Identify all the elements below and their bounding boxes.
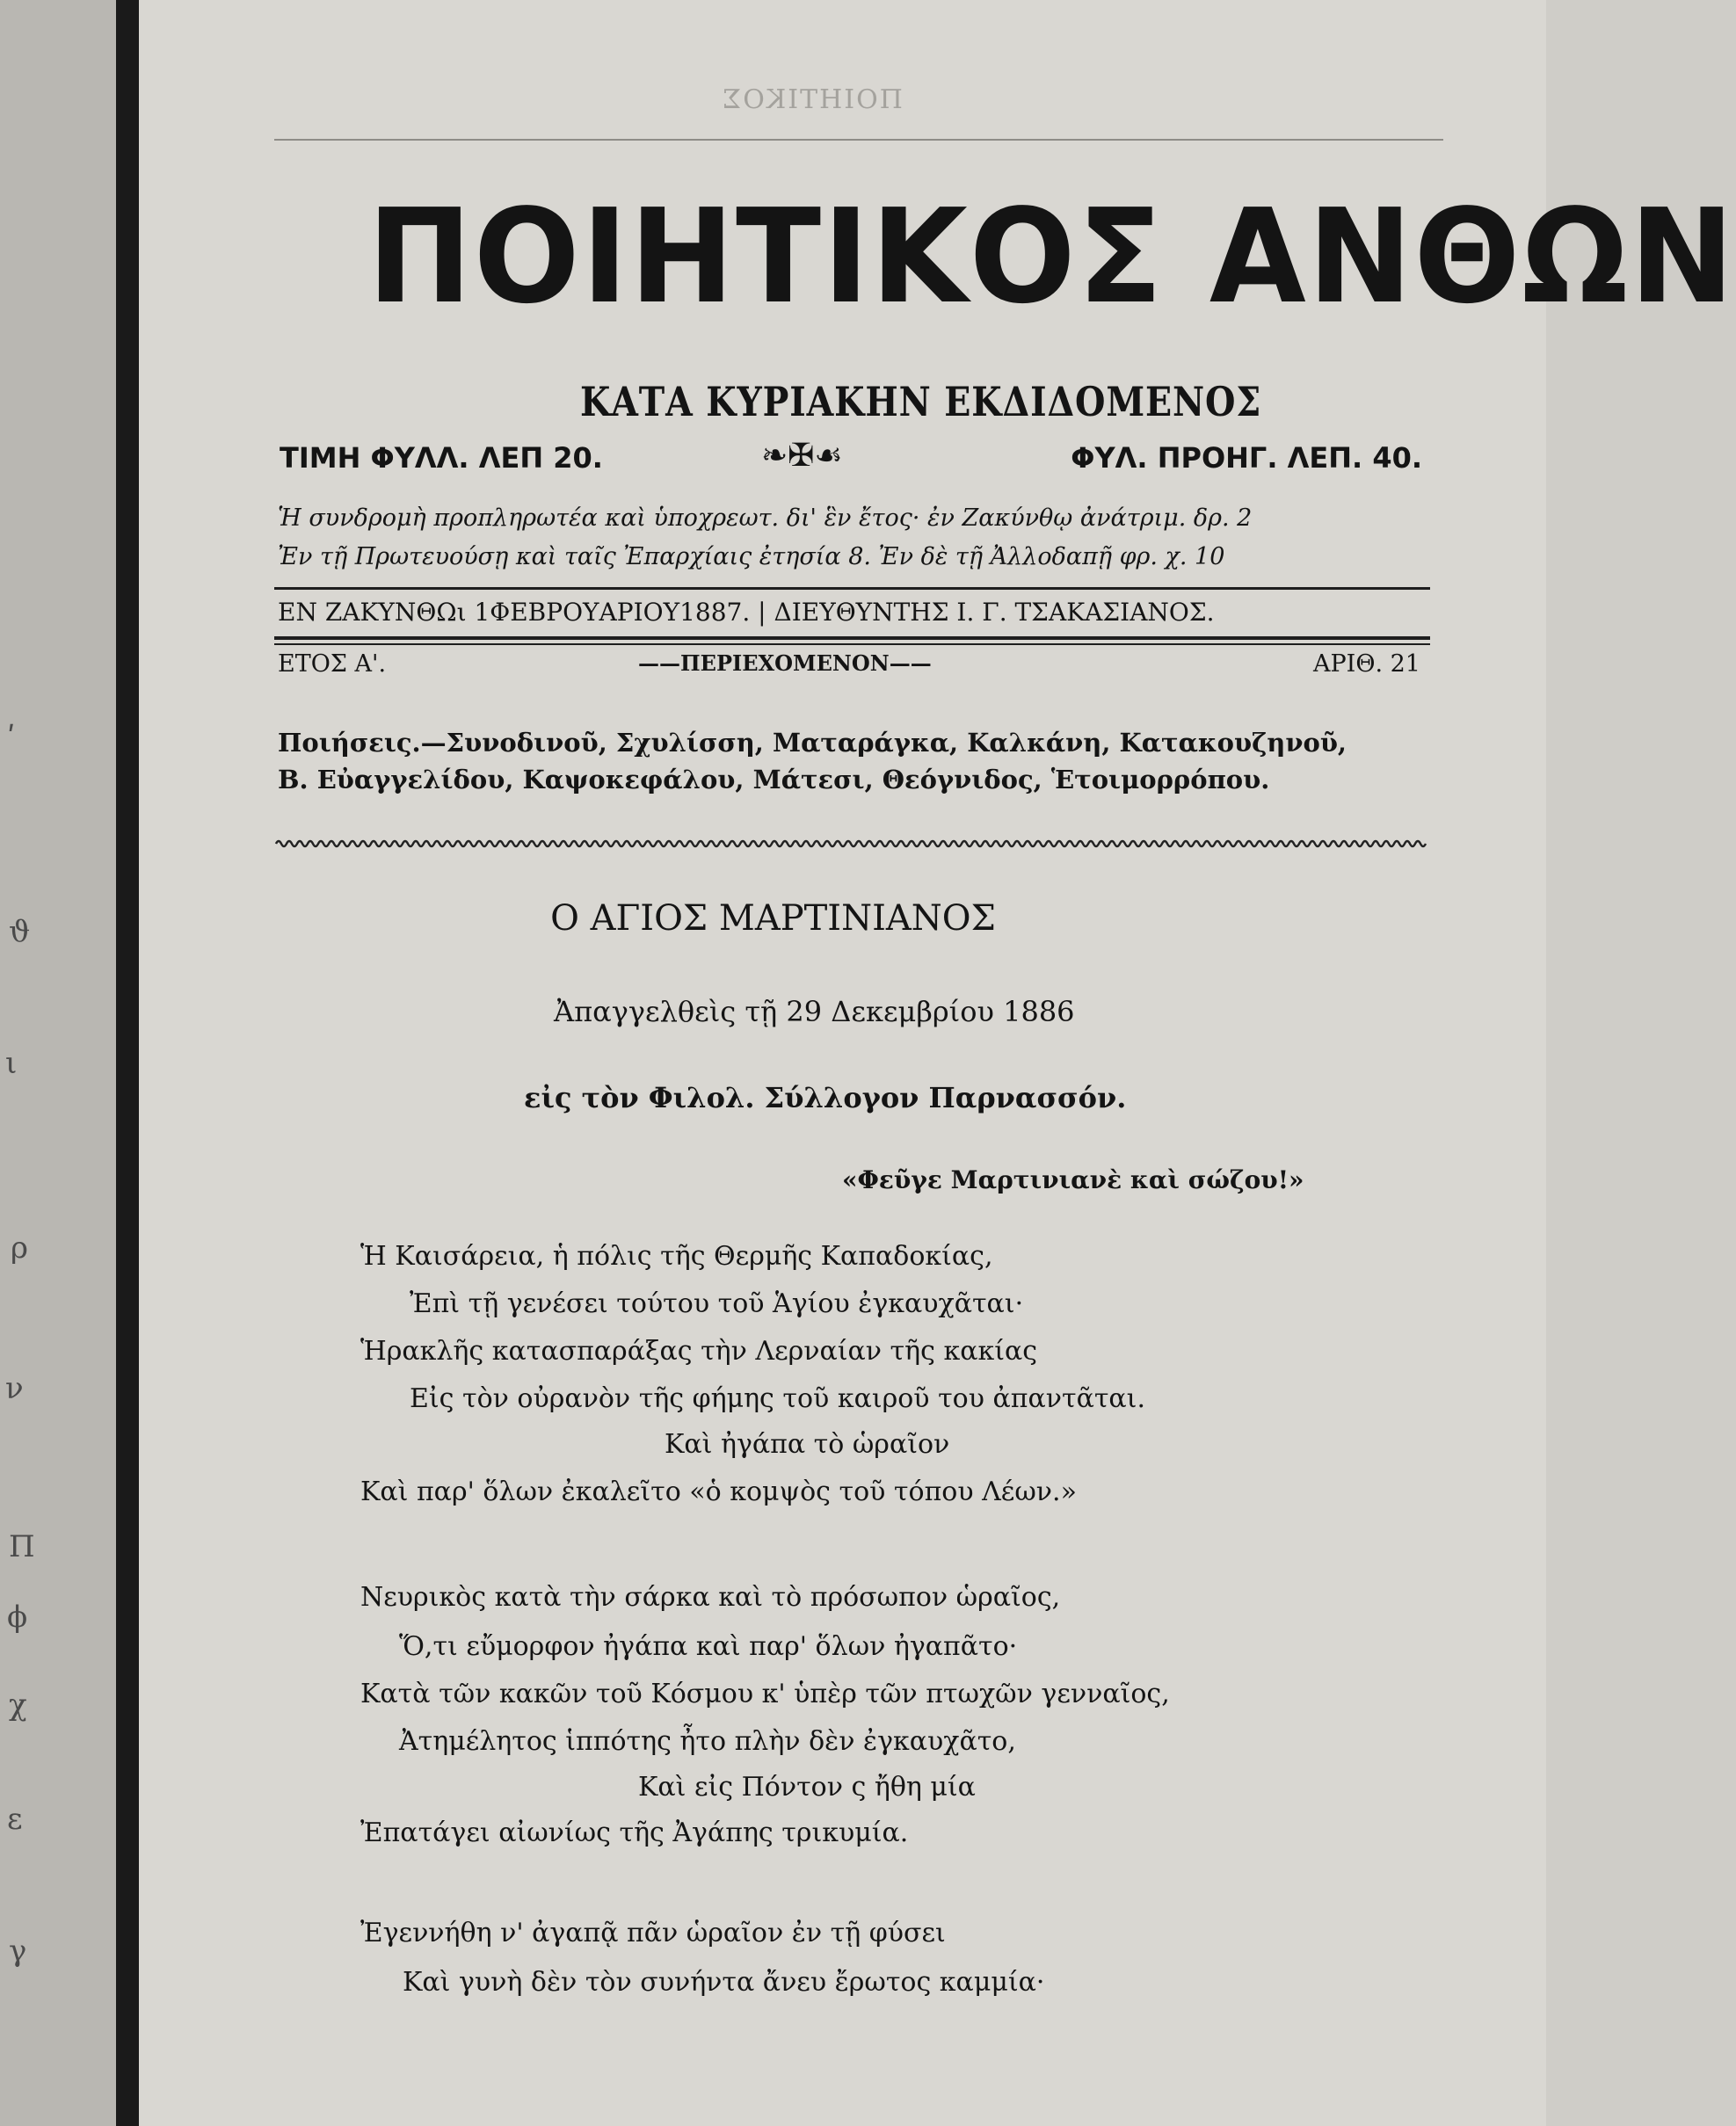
issue-number: ΑΡΙΘ. 21: [1313, 650, 1420, 678]
poem-line: Καὶ γυνὴ δὲν τὸν συνήντα ἄνευ ἔρωτος καμμία·: [403, 1967, 1045, 1998]
margin-fragment: γ: [9, 1934, 27, 1969]
poem-line: Ὅ,τι εὔμορφον ἠγάπα καὶ παρ' ὅλων ἠγαπᾶτο·: [399, 1631, 1018, 1662]
margin-fragment: ϕ: [7, 1600, 28, 1635]
poem-line: Εἰς τὸν οὐρανὸν τῆς φήμης τοῦ καιροῦ του ἀπαντᾶται.: [410, 1383, 1145, 1414]
article-title: Ο ΑΓΙΟΣ ΜΑΡΤΙΝΙΑΝΟΣ: [550, 898, 996, 939]
poem-line: Κατὰ τῶν κακῶν τοῦ Κόσμου κ' ὑπὲρ τῶν πτωχῶν γενναῖος,: [360, 1679, 1170, 1709]
price-left: ΤΙΜΗ ΦΥΛΛ. ΛΕΠ 20.: [280, 441, 603, 475]
poem-line: Ἐπατάγει αἰωνίως τῆς Ἀγάπης τρικυμία.: [360, 1818, 909, 1848]
margin-fragment: ι: [5, 1046, 18, 1081]
poem-line: Ἐπὶ τῇ γενέσει τούτου τοῦ Ἁγίου ἐγκαυχᾶται·: [410, 1288, 1024, 1319]
book-spine: [116, 0, 139, 2126]
announcement: Ἀπαγγελθεὶς τῇ 29 Δεκεμβρίου 1886: [554, 995, 1075, 1028]
adjacent-page: [0, 0, 123, 2126]
margin-fragment: ε: [7, 1802, 23, 1837]
margin-fragment: Π: [9, 1529, 35, 1564]
running-head: ΠΟΙΗΤΙΚΟΣ: [721, 84, 903, 115]
margin-fragment: ρ: [11, 1230, 28, 1266]
contents-line-2: Β. Εὐαγγελίδου, Καψοκεφάλου, Μάτεσι, Θεόγνιδος, Ἑτοιμορρόπου.: [278, 765, 1270, 795]
poem-line: Καὶ παρ' ὅλων ἐκαλεῖτο «ὁ κομψὸς τοῦ τόπου Λέων.»: [360, 1477, 1077, 1507]
subscription-line-2: Ἐν τῇ Πρωτευούσῃ καὶ ταῖς Ἐπαρχίαις ἐτησία 8. Ἐν δὲ τῇ Ἀλλοδαπῇ φρ. χ. 10: [278, 543, 1225, 570]
margin-fragment: ν: [5, 1371, 24, 1406]
masthead-subtitle: ΚΑΤΑ ΚΥΡΙΑΚΗΝ ΕΚΔΙΔΟΜΕΝΟΣ: [580, 378, 1262, 425]
margin-fragment: ʹ: [7, 721, 16, 756]
poem-line: Ἡ Καισάρεια, ἡ πόλις τῆς Θερμῆς Καπαδοκίας,: [360, 1241, 993, 1272]
margin-fragment: χ: [9, 1687, 27, 1723]
poem-line: Ἡρακλῆς κατασπαράξας τὴν Λερναίαν τῆς κακίας: [360, 1336, 1038, 1367]
rule: [274, 643, 1430, 645]
top-rule: [274, 139, 1443, 141]
poem-line: Νευρικὸς κατὰ τὴν σάρκα καὶ τὸ πρόσωπον ὡραῖος,: [360, 1582, 1061, 1613]
rule: [274, 587, 1430, 590]
masthead-title: ΠΟΙΗΤΙΚΟΣ ΑΝΘΩΝ: [367, 181, 1736, 332]
contents-heading: ——ΠΕΡΙΕΧΟΜΕΝΟΝ——: [638, 650, 932, 676]
wavy-divider: [276, 835, 1419, 853]
poem-line: Ἐγεννήθη ν' ἀγαπᾷ πᾶν ὡραῖον ἐν τῇ φύσει: [360, 1918, 946, 1948]
ornament-icon: ❧✠☙: [761, 438, 843, 474]
issue-year: ΕΤΟΣ Α'.: [278, 650, 387, 678]
contents-line-1: Ποιήσεις.—Συνοδινοῦ, Σχυλίσση, Ματαράγκα, Καλκάνη, Κατακουζηνοῦ,: [278, 728, 1347, 758]
poem-line: Καὶ ἠγάπα τὸ ὡραῖον: [665, 1429, 950, 1460]
poem-line: Καὶ εἰς Πόντον ς ἤθη μία: [638, 1772, 976, 1803]
dateline: ΕΝ ΖΑΚΥΝΘΩι 1ΦΕΒΡΟΥΑΡΙΟΥ1887. | ΔΙΕΥΘΥΝΤΗΣ Ι. Γ. ΤΣΑΚΑΣΙΑΝΟΣ.: [278, 598, 1215, 627]
subscription-line-1: Ἡ συνδρομὴ προπληρωτέα καὶ ὑποχρεωτ. δι' ἓν ἔτος· ἐν Ζακύνθῳ ἀνάτριμ. δρ. 2: [278, 504, 1253, 532]
issue-row: [278, 650, 1420, 686]
margin-fragment: ϑ: [9, 914, 31, 949]
rule: [274, 636, 1430, 640]
venue: εἰς τὸν Φιλολ. Σύλλογον Παρνασσόν.: [524, 1081, 1127, 1114]
price-row: [280, 438, 1422, 485]
poem-line: Ἀτημέλητος ἱππότης ἦτο πλὴν δὲν ἐγκαυχᾶτο,: [399, 1726, 1016, 1757]
epigraph: «Φεῦγε Μαρτινιανὲ καὶ σώζου!»: [842, 1165, 1304, 1194]
price-right: ΦΥΛ. ΠΡΟΗΓ. ΛΕΠ. 40.: [1071, 441, 1422, 475]
